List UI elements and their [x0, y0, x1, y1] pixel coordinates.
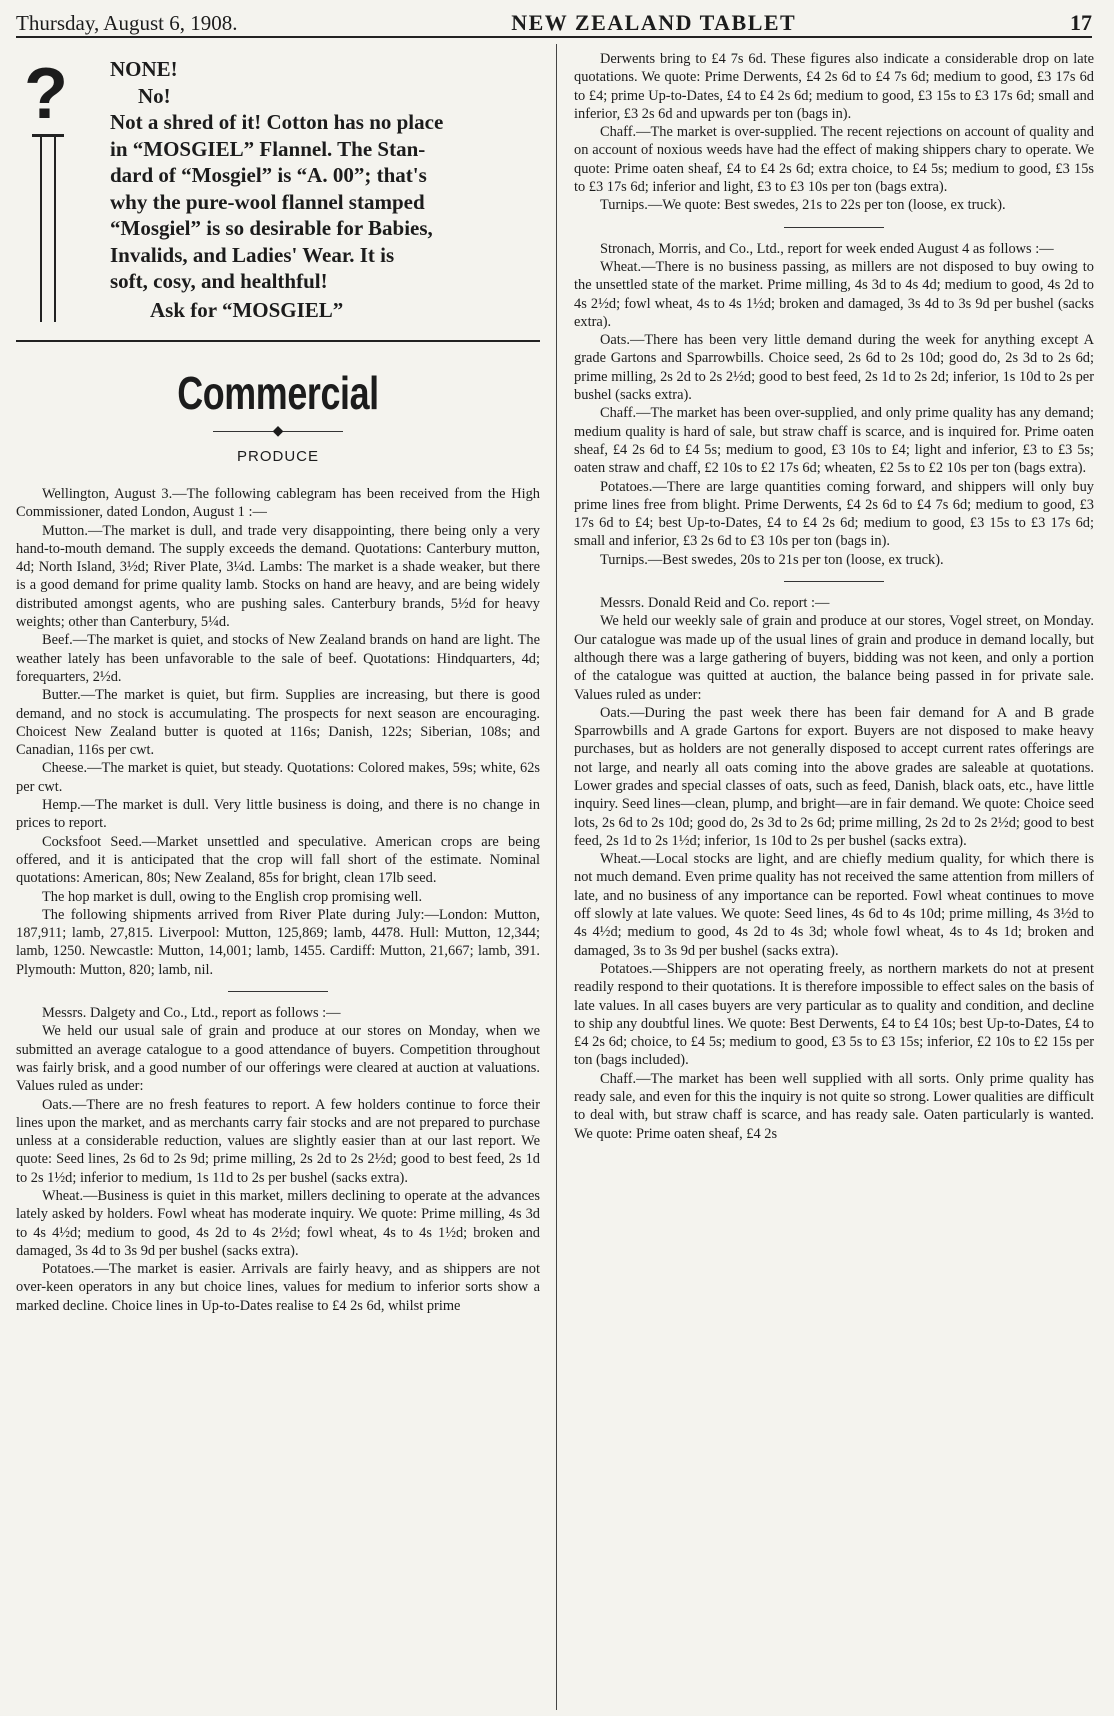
advert-line: in “MOSGIEL” Flannel. The Stan-	[110, 136, 426, 161]
article-paragraph: Beef.—The market is quiet, and stocks of New Zealand brands on hand are light. The weather lately has been unfavorable to the sale of beef. Quotations: Hindquarters, 4d; forequarters, 2½d.	[16, 632, 540, 685]
report-heading: Messrs. Dalgety and Co., Ltd., report as follows :—	[42, 1005, 341, 1022]
article-paragraph: Wheat.—Local stocks are light, and are chiefly medium quality, for which there is not much demand. Even prime quality has not received the same attention from millers of late, and no business of any importance can be reported. Fowl wheat continues to move off slowly at late values. We quote: Seed lines, 4s 6d to 4s 10d; prime milling, 4s 3½d to 4s 4½d; medium to good, 4s 2d to 4s 3d; whole fowl wheat, 4s to 4s 1d; broken and damaged, 3s to 3s 9d per bushel (sacks extra).	[574, 851, 1094, 959]
advert-line: No!	[138, 83, 171, 108]
question-mark-icon: ?	[24, 54, 68, 134]
advert-text	[110, 56, 530, 323]
article-paragraph: Chaff.—The market has been over-supplied, and only prime quality has any demand; medium quality is hard of sale, but straw chaff is scarce, and is inquired for. Prime oaten sheaf, £4 2s 6d to £4 5s; medium to good, £3 10s to £4; light and inferior, £3 to £3 5s; oaten straw and chaff, £2 10s to £2 17s 6d; wheaten, £2 5s to £2 10s per ton (bags extra).	[574, 405, 1094, 477]
article-paragraph: Butter.—The market is quiet, but firm. Supplies are increasing, but there is good demand, and no stock is accumulating. The prospects for next season are encouraging. Choicest New Zealand butter is quoted at 116s; Danish, 122s; Siberian, 108s; and Canadian, 116s per cwt.	[16, 687, 540, 759]
column-rule	[556, 44, 557, 1710]
section-divider	[784, 581, 884, 582]
section-subtitle: PRODUCE	[236, 448, 319, 465]
article-paragraph: Derwents bring to £4 7s 6d. These figures also indicate a considerable drop on late quotations. We quote: Prime Derwents, £4 2s 6d to £4 7s 6d; medium to good, £3 17s 6d to £4; prime Up-to-Dates, £4 to £4 2s 6d; medium to good, £3 15s to £3 17s 6d; small and inferior, £3 2s 6d and upwards per ton (bags in).	[574, 51, 1094, 122]
article-paragraph: Turnips.—We quote: Best swedes, 21s to 22s per ton (loose, ex truck).	[600, 197, 1006, 214]
masthead	[16, 6, 1092, 38]
report-heading: Messrs. Donald Reid and Co. report :—	[600, 595, 830, 612]
article-paragraph: Oats.—There has been very little demand during the week for anything except A grade Gartons and Sparrowbills. Choice seed, 2s 6d to 2s 10d; good do, 2s 3d to 2s 6d; prime milling, 2s 2d to 2s 2½d; good to best feed, 2s 1d to 2s 2d; inferior, 1s 10d to 2s per bushel (sacks extra).	[574, 332, 1094, 404]
section-divider	[228, 991, 328, 992]
issue-date: Thursday, August 6, 1908.	[16, 11, 238, 35]
article-paragraph: Potatoes.—There are large quantities coming forward, and shippers will only buy prime lines free from blight. Prime Derwents, £4 2s 6d to £4 7s 6d; medium to good, £3 17s 6d to £4; best Up-to-Dates, £4 to £4 2s 6d; medium to good, £3 15s to £3 17s 6d; small and inferior, £3 2s 6d to £3 10s per ton (bags in).	[574, 478, 1094, 550]
ornament-divider: ◆	[16, 426, 540, 438]
advert-line: “Mosgiel” is so desirable for Babies,	[110, 216, 433, 240]
article-paragraph: Wheat.—Business is quiet in this market, millers declining to operate at the advances lately asked by holders. Fowl wheat has moderate inquiry. We quote: Prime milling, 4s 3d to 4s 4½d; medium to good, 4s 2d to 4s 2½d; fowl wheat, 4s to 4s 1½d; broken and damaged, 3s 4d to 3s 9d per bushel (sacks extra).	[16, 1187, 540, 1259]
report-heading: Stronach, Morris, and Co., Ltd., report for week ended August 4 as follows :—	[600, 240, 1054, 257]
paper-name: NEW ZEALAND TABLET	[511, 10, 797, 35]
right-column	[574, 50, 1094, 1710]
article-paragraph: Chaff.—The market is over-supplied. The recent rejections on account of quality and on account of noxious weeds have had the effect of making shippers chary to operate. We quote: Prime oaten sheaf, £4 to £4 2s 6d; extra choice, to £4 5s; medium to good, £3 15s to £3 17s 6d; inferior and light, £3 to £3 10s per ton (bags extra).	[574, 124, 1094, 196]
advert-ask: Ask for “MOSGIEL”	[150, 297, 344, 322]
advert-line: Not a shred of it! Cotton has no place	[110, 110, 444, 134]
mosgiel-advert	[16, 50, 540, 342]
left-column	[16, 50, 540, 1710]
article-paragraph: Turnips.—Best swedes, 20s to 21s per ton (loose, ex truck).	[600, 551, 944, 568]
article-paragraph: We held our weekly sale of grain and produce at our stores, Vogel street, on Monday. Our catalogue was made up of the usual lines of grain and produce in demand locally, but although there was a large gathering of buyers, bidding was not keen, and only a portion of the catalogue was quitted at auction, the balance being passed in for private sale. Values ruled as under:	[574, 613, 1094, 703]
article-paragraph: Oats.—During the past week there has been fair demand for A and B grade Sparrowbills and A grade Gartons for export. Buyers are not disposed to make heavy purchases, but as holders are not generally disposed to accept current rates offerings are not large, and nearly all oats coming into the above grades are saleable at quotations. Lower grades and special classes of oats, such as feed, Danish, black oats, etc., have little inquiry. Seed lines—clean, plump, and bright—are in fair demand. We quote: Choice seed lots, 2s 6d to 2s 10d; good do, 2s 3d to 2s 6d; prime milling, 2s 2d to 2s 2½d; good to best feed, 2s 1d to 2s 1½d; inferior, 1s 10d to 2s per bushel (sacks extra).	[574, 704, 1094, 849]
article-paragraph: Mutton.—The market is dull, and trade very disappointing, there being only a very hand-to-mouth demand. The supply exceeds the demand. Quotations: Canterbury mutton, 4d; North Island, 3½d; River Plate, 3¼d. Lambs: The market is a shade weaker, but there is a good demand for prime quality lamb. Stocks on hand are heavy, and are being widely distributed amongst agents, who are pushing sales. Canterbury brands, 5½d for heavy weights; other than Canterbury, 5¼d.	[16, 522, 540, 631]
article-paragraph: Potatoes.—Shippers are not operating freely, as northern markets do not at present readily respond to their quotations. It is therefore impossible to effect sales on the basis of late values. In all cases buyers are very particular as to quality and condition, and decline to ship any doubtful lines. We quote: Best Derwents, £4 to £4 10s; best Up-to-Dates, £4 to £4 2s 6d; choice, to £4 5s; medium to good, £3 5s to £3 15s; inferior, £2 10s to £2 15s per ton (bags included).	[574, 960, 1094, 1069]
advert-line: NONE!	[110, 57, 178, 81]
advert-line: why the pure-wool flannel stamped	[110, 189, 425, 214]
article-paragraph: The hop market is dull, owing to the English crop promising well.	[42, 888, 423, 905]
article-paragraph: Wheat.—There is no business passing, as millers are not disposed to buy owing to the unsettled state of the market. Prime milling, 4s 3d to 4s 4d; medium to good, 4s 2d to 4s 2½d; fowl wheat, 4s to 4s 1½d; broken and damaged, 3s 4d to 3s 9d per bushel (sacks extra).	[574, 258, 1094, 330]
section-title: Commercial	[177, 367, 379, 419]
article-paragraph: Cocksfoot Seed.—Market unsettled and speculative. American crops are being offered, and it is anticipated that the crop will fall short of the estimate. Nominal quotations: American, 80s; New Zealand, 85s for bright, clean 17lb seed.	[16, 833, 540, 887]
advert-bar	[40, 136, 56, 322]
page-number: 17	[1070, 10, 1092, 35]
advert-line: soft, cosy, and healthful!	[110, 269, 328, 293]
advert-line: dard of “Mosgiel” is “A. 00”; that's	[110, 163, 427, 187]
section-divider	[784, 227, 884, 228]
article-paragraph: Cheese.—The market is quiet, but steady. Quotations: Colored makes, 59s; white, 62s per cwt.	[16, 760, 540, 795]
article-paragraph: Wellington, August 3.—The following cablegram has been received from the High Commissioner, dated London, August 1 :—	[16, 486, 540, 521]
article-paragraph: Oats.—There are no fresh features to report. A few holders continue to force their lines upon the market, and as merchants carry fair stocks and are not prepared to purchase unless at a considerable reduction, values are slightly easier than at our last report. We quote: Seed lines, 2s 6d to 2s 9d; prime milling, 2s 2d to 2s 2½d; good to best feed, 2s 1d to 2s 1½d; inferior to medium, 1s 11d to 2s per bushel (sacks extra).	[16, 1096, 540, 1186]
advert-line: Invalids, and Ladies' Wear. It is	[110, 242, 395, 267]
article-paragraph: Hemp.—The market is dull. Very little business is doing, and there is no change in prices to report.	[16, 797, 540, 832]
article-paragraph: Chaff.—The market has been well supplied with all sorts. Only prime quality has ready sale, and even for this the inquiry is not quite so strong. Lower qualities are difficult to deal with, but straw chaff is scarce, and has ready sale. Oaten particularly is wanted. We quote: Prime oaten sheaf, £4 2s	[574, 1070, 1094, 1142]
article-paragraph: Potatoes.—The market is easier. Arrivals are fairly heavy, and as shippers are not over-keen operators in any but choice lines, values for medium to inferior sorts show a marked decline. Choice lines in Up-to-Dates realise to £4 2s 6d, whilst prime	[16, 1261, 540, 1314]
article-paragraph: We held our usual sale of grain and produce at our stores on Monday, when we submitted an average catalogue to a good attendance of buyers. Competition throughout was fairly brisk, and a good number of our offerings were cleared at auction at valuations. Values ruled as under:	[16, 1023, 540, 1095]
article-paragraph: The following shipments arrived from River Plate during July:—London: Mutton, 187,911; lamb, 27,815. Liverpool: Mutton, 125,869; lamb, 4478. Hull: Mutton, 12,344; lamb, 1250. Newcastle: Mutton, 14,001; lamb, 1455. Cardiff: Mutton, 21,667; lamb, 391. Plymouth: Mutton, 820; lamb, nil.	[16, 906, 540, 978]
